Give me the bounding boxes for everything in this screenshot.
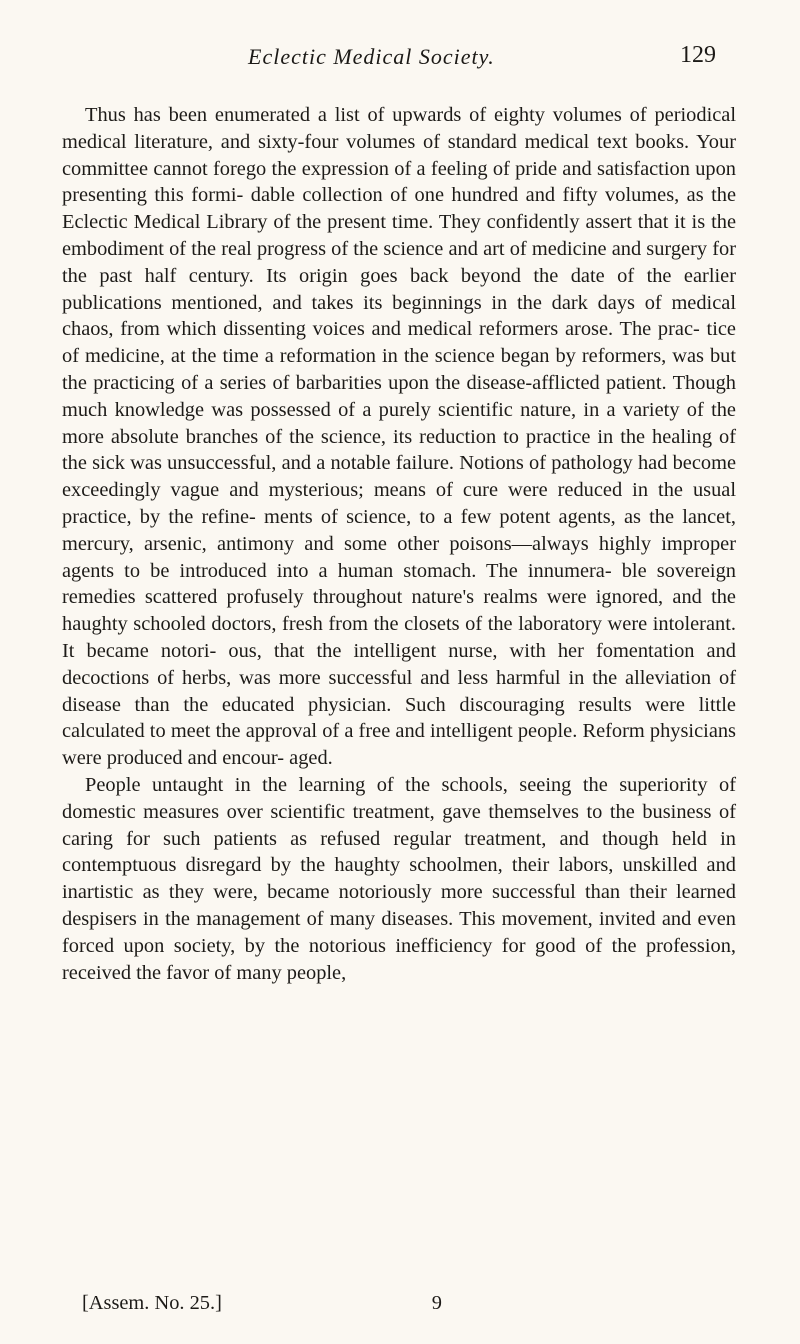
page-number: 129 — [680, 42, 716, 68]
assembly-number: [Assem. No. 25.] — [82, 1292, 222, 1314]
paragraph-1: Thus has been enumerated a list of upwards of eighty volumes of periodical medical literature, and sixty-four volumes of standard medical text books. Your committee cannot forego the expression of a feeling of pride and satisfaction upon presenting this formi- dable collection of one hundred and fifty volumes, as the Eclectic Medical Library of the present time. They confidently assert that it is the embodiment of the real progress of the science and art of medicine and surgery for the past half century. Its origin goes back beyond the date of the earlier publications mentioned, and takes its beginnings in the dark days of medical chaos, from which dissenting voices and medical reformers arose. The prac- tice of medicine, at the time a reformation in the science began by reformers, was but the practicing of a series of barbarities upon the disease-afflicted patient. Though much knowledge was possessed of a purely scientific nature, in a variety of the more absolute branches of the science, its reduction to practice in the healing of the sick was unsuccessful, and a notable failure. Notions of pathology had become exceedingly vague and mysterious; means of cure were reduced in the usual practice, by the refine- ments of science, to a few potent agents, as the lancet, mercury, arsenic, antimony and some other poisons—always highly improper agents to be introduced into a human stomach. The innumera- ble sovereign remedies scattered profusely throughout nature's realms were ignored, and the haughty schooled doctors, fresh from the closets of the laboratory were intolerant. It became notori- ous, that the intelligent nurse, with her fomentation and decoctions of herbs, was more successful and less harmful in the alleviation of disease than the educated physician. Such discouraging results were little calculated to meet the approval of a free and intelligent people. Reform physicians were produced and encour- aged. — [62, 104, 736, 770]
paragraph-2: People untaught in the learning of the schools, seeing the superiority of domestic measures over scientific treatment, gave themselves to the business of caring for such patients as refused regular treatment, and though held in contemptuous disregard by the haughty schoolmen, their labors, unskilled and inartistic as they were, became notoriously more successful than their learned despisers in the management of many diseases. This movement, invited and even forced upon society, by the notorious inefficiency for good of the profession, received the favor of many people, — [62, 773, 736, 984]
footer-line — [82, 1292, 442, 1315]
running-head: Eclectic Medical Society. — [248, 44, 495, 69]
body-text — [62, 102, 736, 986]
signature-mark: 9 — [431, 1292, 442, 1314]
